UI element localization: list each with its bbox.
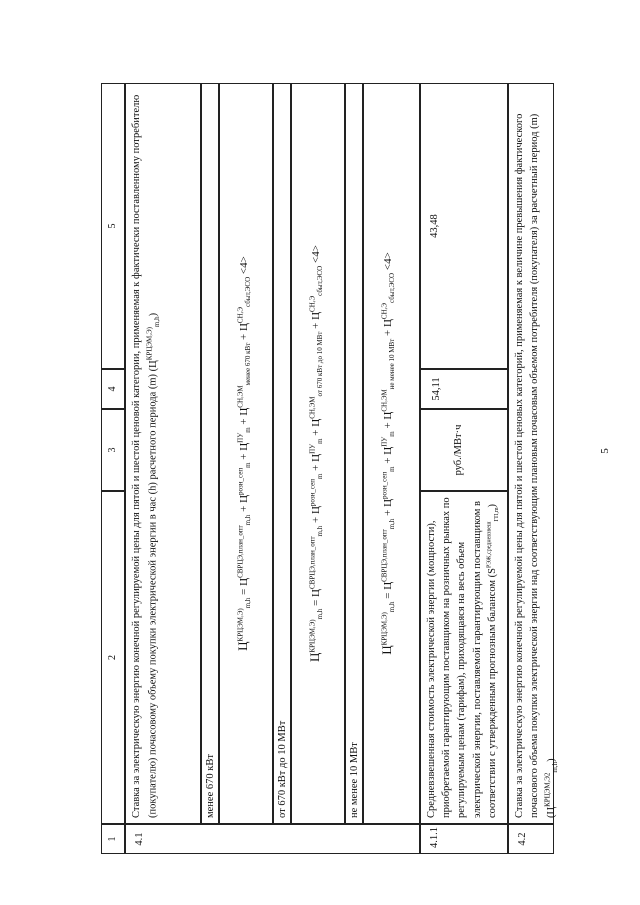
row-4-1-1-number: 4.1.1: [420, 824, 508, 854]
header-col-5: 5: [101, 83, 125, 369]
row-4-1-1-text: Средневзвешенная стоимость электрической энергии (мощности), приобретаемой гарантирующим поставщиком на розничных рынках по регулируемым ценам (тарифам), приходящаяся на весь объем электрической энергии, поставляемой гарантирующим поставщиком в соответствии с утвержденным прогнозным балансом: [426, 497, 498, 818]
row-4-2-number: 4.2: [508, 824, 554, 854]
header-col-2: 2: [101, 491, 125, 824]
sub-10-formula: $Ц^{КРЦЭМ,Э)}_{m,h} = Ц^{СВРЦЭ,план\_опт}_{m,h} + Ц^{розн\_сеп}_m + Ц^{ПУ}_m + Ц^{СН,ЭМ}_{не менее 10 МВт} + Ц^{СН,Э}_{сбыт,ЭСО} <4>$: [363, 83, 420, 824]
row-4-2-symbol: $(Ц^{КРЦЭМ,Э2}_{m,h})$: [543, 758, 560, 818]
sub-670-10-formula: $Ц^{КРЦЭМ,Э)}_{m,h} = Ц^{СВРЦЭ,план\_опт}_{m,h} + Ц^{розн\_сеп}_m + Ц^{ПУ}_m + Ц^{СН,ЭМ}_{от 670 кВт до 10 МВт} + Ц^{СН,Э}_{сбыт,ЭСО} <4>$: [291, 83, 345, 824]
sub-less-670-formula: $Ц^{КРЦЭМ,Э)}_{m,h} = Ц^{СВРЦЭ,план\_опт}_{m,h} + Ц^{розн\_сеп}_m + Ц^{ПУ}_m + Ц^{СН,ЭМ}_{менее 670 кВт} + Ц^{СН,Э}_{сбыт,ЭСО} <4>$: [219, 83, 273, 824]
row-4-1-1-value-col5: 43,48: [420, 83, 508, 369]
header-col-4: 4: [101, 369, 125, 409]
row-4-1-1-value-col4: 54,11: [420, 369, 508, 409]
row-4-1-1-description: [420, 491, 508, 824]
header-col-1: 1: [101, 824, 125, 854]
row-4-1-1-unit: руб./МВт·ч: [420, 409, 508, 491]
sub-10-label: не менее 10 МВт: [345, 83, 363, 824]
header-col-3: 3: [101, 409, 125, 491]
page-number: 5: [598, 448, 611, 454]
row-4-1-number: 4.1: [125, 824, 420, 854]
row-4-2-description: [508, 83, 560, 824]
row-4-1-1-symbol: $(S^{РЭЖ,средневзвеш}_{ГП,m})$: [486, 504, 500, 578]
row-4-1-text: Ставка за электрическую энергию конечной регулируемой цены для пятой и шестой ценовой категории, применяемая к фактически поставленному потребителю (покупателю) почасовому объему покупки электрической энергии в час (h) расчетного периода (m): [131, 94, 159, 818]
sub-670-10-label: от 670 кВт до 10 МВт: [273, 83, 291, 824]
row-4-1-description: [125, 83, 201, 824]
tariff-table: [101, 83, 560, 854]
rotated-page-content: [101, 83, 560, 854]
sub-less-670-label: менее 670 кВт: [201, 83, 219, 824]
row-4-2-text: Ставка за электрическую энергию конечной регулируемой цены для пятой и шестой ценовых категорий, применяемая к величине превышения фактического почасового объема покупки электрической энергии над соответствующим плановым почасовым объемом потребителя (покупателя) за расчетный период (m): [514, 113, 541, 818]
row-4-1-symbol: $(Ц^{КРЦЭМ,Э)}_{m,h})$: [145, 312, 161, 372]
